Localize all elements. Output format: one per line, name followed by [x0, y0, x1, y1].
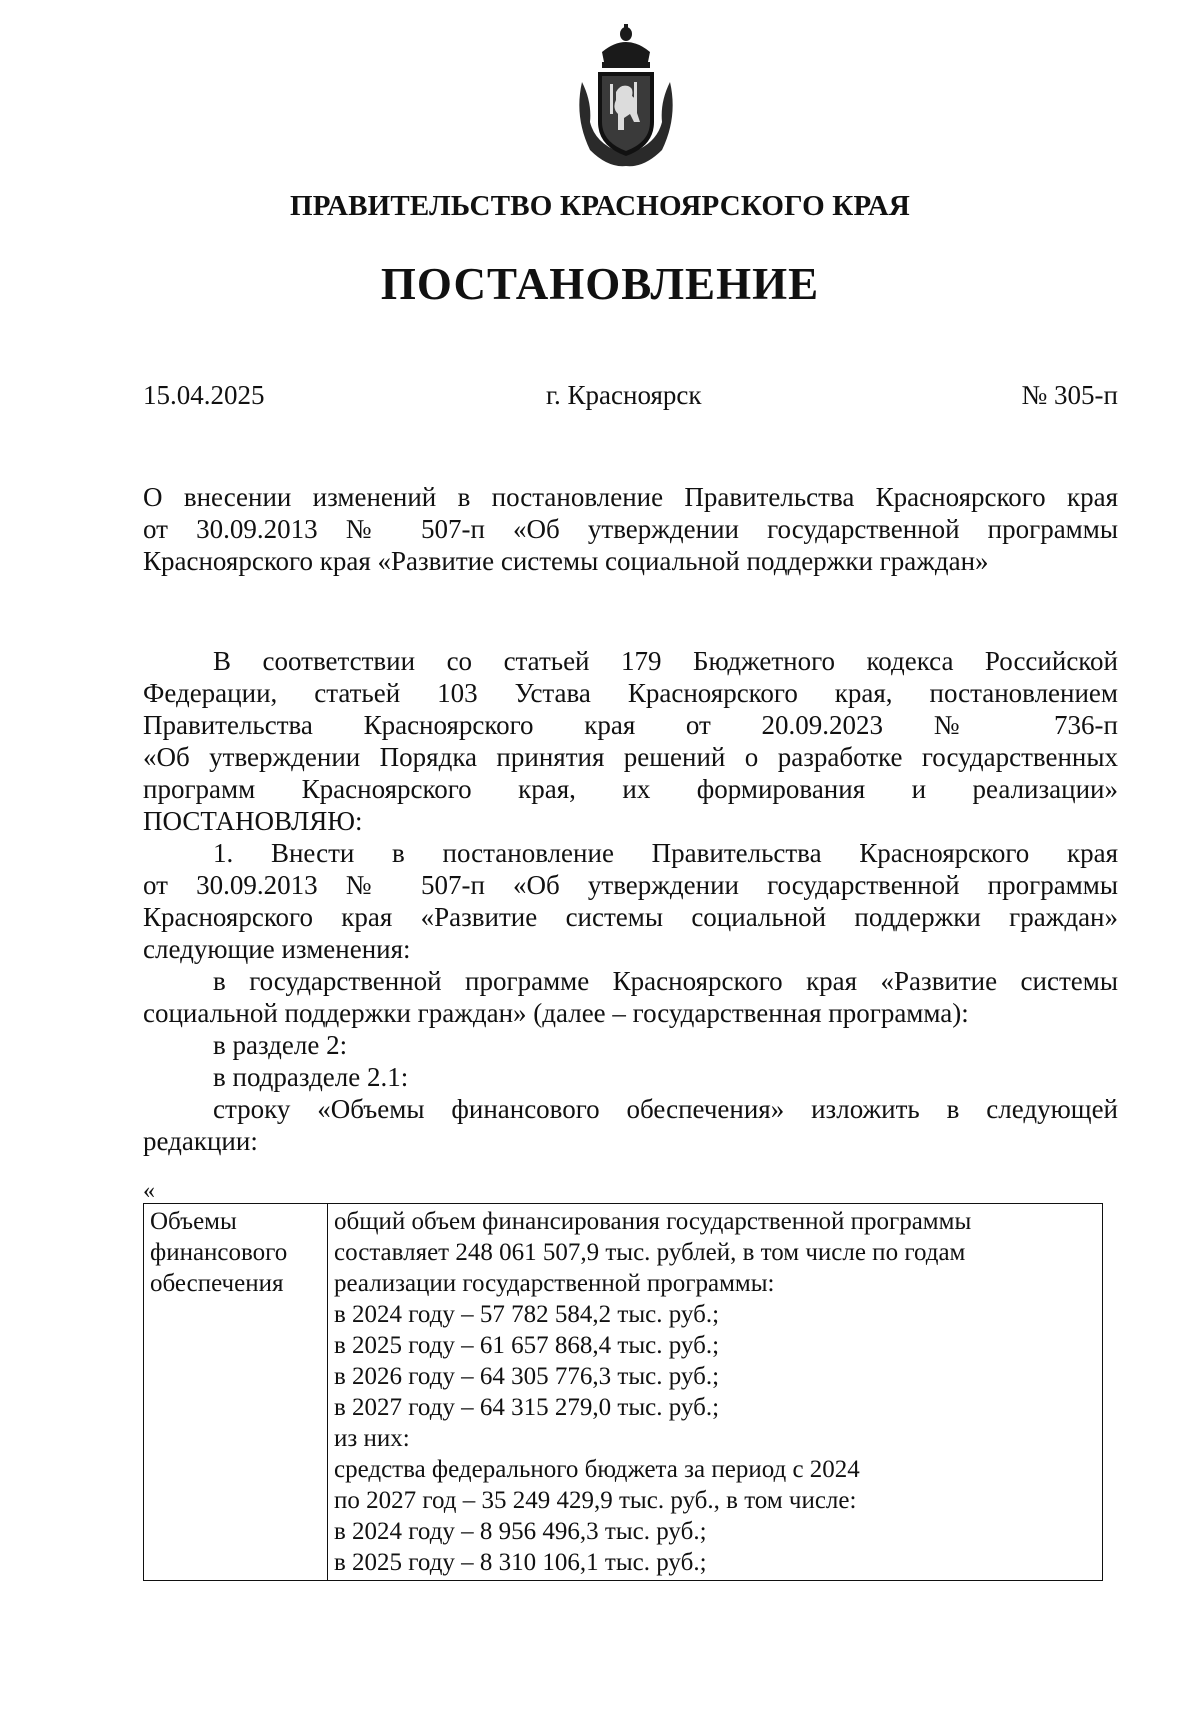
- paragraph-preamble: [143, 645, 1118, 837]
- document-number: № 305-п: [1021, 380, 1118, 410]
- paragraph-item-1: [143, 837, 1118, 965]
- opening-quote: «: [143, 1178, 155, 1204]
- table-label-cell: [144, 1204, 328, 1581]
- table-value-cell: [328, 1204, 1103, 1581]
- program-line: социальной поддержки граждан» (далее – государственная программа):: [143, 998, 969, 1028]
- paragraph-instruction: [143, 1093, 1118, 1157]
- preamble-line: В соответствии со статьей 179 Бюджетного кодекса Российской: [213, 646, 1118, 676]
- item-line: следующие изменения:: [143, 934, 411, 964]
- preamble-line: ПОСТАНОВЛЯЮ:: [143, 806, 363, 836]
- preamble-line: программ Красноярского края, их формирования и реализации»: [143, 774, 1118, 804]
- preamble-line: Федерации, статьей 103 Устава Красноярского края, постановлением: [143, 678, 1118, 708]
- government-name: ПРАВИТЕЛЬСТВО КРАСНОЯРСКОГО КРАЯ: [289, 190, 911, 222]
- value-line: в 2024 году – 8 956 496,3 тыс. руб.;: [334, 1518, 707, 1545]
- item-line: Красноярского края «Развитие системы социальной поддержки граждан»: [143, 902, 1118, 932]
- value-line: в 2024 году – 57 782 584,2 тыс. руб.;: [334, 1301, 720, 1328]
- document-city: г. Красноярск: [546, 380, 702, 410]
- label-line: обеспечения: [150, 1270, 284, 1297]
- subject-line: О внесении изменений в постановление Правительства Красноярского края: [143, 482, 1118, 512]
- value-line: реализации государственной программы:: [334, 1270, 775, 1297]
- instruction-line: редакции:: [143, 1126, 258, 1156]
- label-line: финансового: [150, 1239, 288, 1266]
- document-subject: [143, 481, 1118, 577]
- value-line: в 2027 году – 64 315 279,0 тыс. руб.;: [334, 1394, 720, 1421]
- coat-of-arms-icon: [568, 22, 684, 170]
- value-line: общий объем финансирования государственной программы: [334, 1208, 972, 1235]
- value-line: составляет 248 061 507,9 тыс. рублей, в том числе по годам: [334, 1239, 966, 1266]
- preamble-line: Правительства Красноярского края от 20.09.2023 № 736-п: [143, 710, 1118, 740]
- value-line: средства федерального бюджета за период с 2024: [334, 1456, 860, 1483]
- table-row: [144, 1204, 1103, 1581]
- label-line: Объемы: [150, 1208, 237, 1235]
- value-line: в 2025 году – 8 310 106,1 тыс. руб.;: [334, 1549, 707, 1576]
- paragraph-section: в разделе 2:: [213, 1030, 348, 1060]
- document-body: [143, 645, 1118, 1157]
- instruction-line: строку «Объемы финансового обеспечения» изложить в следующей: [213, 1094, 1118, 1124]
- document-meta: [143, 380, 1118, 414]
- subject-line: Красноярского края «Развитие системы социальной поддержки граждан»: [143, 546, 989, 576]
- document-date: 15.04.2025: [143, 380, 265, 410]
- financing-table: [143, 1203, 1103, 1581]
- value-line: по 2027 год – 35 249 429,9 тыс. руб., в том числе:: [334, 1487, 857, 1514]
- paragraph-subsection: в подразделе 2.1:: [213, 1062, 409, 1092]
- subject-line: от 30.09.2013 № 507-п «Об утверждении государственной программы: [143, 514, 1118, 544]
- paragraph-program: [143, 965, 1118, 1029]
- document-type-title: ПОСТАНОВЛЕНИЕ: [380, 259, 820, 309]
- value-line: в 2025 году – 61 657 868,4 тыс. руб.;: [334, 1332, 720, 1359]
- program-line: в государственной программе Красноярского края «Развитие системы: [213, 966, 1118, 996]
- value-line: в 2026 году – 64 305 776,3 тыс. руб.;: [334, 1363, 720, 1390]
- item-line: 1. Внести в постановление Правительства Красноярского края: [213, 838, 1118, 868]
- preamble-line: «Об утверждении Порядка принятия решений о разработке государственных: [143, 742, 1118, 772]
- item-line: от 30.09.2013 № 507-п «Об утверждении государственной программы: [143, 870, 1118, 900]
- value-line: из них:: [334, 1425, 410, 1452]
